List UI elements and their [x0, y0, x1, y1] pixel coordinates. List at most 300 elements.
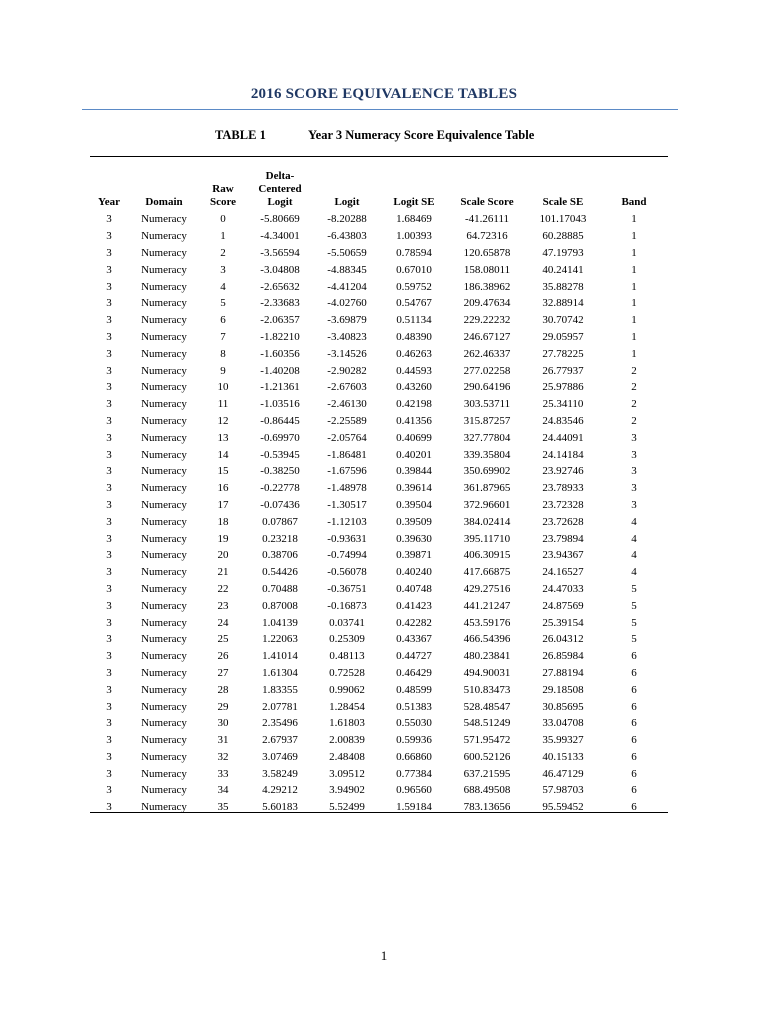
- col-logit-se-cell: 0.39871: [396, 549, 432, 562]
- col-raw-score-cell: 18: [217, 515, 229, 528]
- col-logit-cell: -0.93631: [327, 532, 367, 545]
- col-scale-se-cell: 30.70742: [542, 314, 584, 327]
- col-domain-cell: Numeracy: [141, 784, 187, 797]
- col-year-cell: 3: [106, 498, 112, 511]
- col-raw-score-cell: 14: [217, 448, 229, 461]
- col-year-cell: 3: [106, 582, 112, 595]
- col-scale-score-cell: 120.65878: [463, 246, 511, 259]
- table-row: [90, 261, 668, 278]
- col-scale-se-cell: 35.88278: [542, 280, 584, 293]
- col-scale-score-cell: 229.22232: [463, 314, 511, 327]
- col-domain-cell: Numeracy: [141, 616, 187, 629]
- col-year-cell: 3: [106, 381, 112, 394]
- col-scale-score-cell: 384.02414: [463, 515, 511, 528]
- col-domain-cell: Numeracy: [141, 549, 187, 562]
- col-domain-cell: Numeracy: [141, 465, 187, 478]
- col-logit-se-cell: 0.39614: [396, 482, 432, 495]
- col-scale-score-cell: 600.52126: [463, 750, 511, 763]
- col-delta-centered-logit-cell: 1.41014: [262, 650, 298, 663]
- col-logit-cell: -4.41204: [327, 280, 367, 293]
- table-row: [90, 631, 668, 648]
- col-band-cell: 5: [631, 616, 637, 629]
- col-raw-score-cell: 31: [217, 734, 229, 747]
- col-year-cell: 3: [106, 750, 112, 763]
- col-band-cell: 6: [631, 666, 637, 679]
- col-scale-score-cell: 783.13656: [463, 801, 511, 814]
- col-band-cell: 3: [631, 482, 637, 495]
- col-scale-se-cell: 40.15133: [542, 750, 584, 763]
- table-row: [90, 799, 668, 816]
- table-row: [90, 429, 668, 446]
- table-row: [90, 362, 668, 379]
- col-logit-cell: -1.12103: [327, 515, 367, 528]
- col-band-cell: 6: [631, 734, 637, 747]
- col-scale-score-cell: -41.26111: [464, 213, 510, 226]
- col-year-cell: 3: [106, 230, 112, 243]
- col-logit-cell: 0.99062: [329, 683, 365, 696]
- col-logit-cell: -2.67603: [327, 381, 367, 394]
- col-logit-cell: -2.05764: [327, 431, 367, 444]
- col-logit-cell: 0.48113: [329, 650, 365, 663]
- table-row: [90, 698, 668, 715]
- col-band-cell: 2: [631, 381, 637, 394]
- col-band-cell: 5: [631, 599, 637, 612]
- col-raw-score-cell: 21: [217, 566, 229, 579]
- col-scale-se-cell: 23.79894: [542, 532, 584, 545]
- col-year-cell: 3: [106, 314, 112, 327]
- col-logit-se-cell: 1.68469: [396, 213, 432, 226]
- col-delta-centered-logit-cell: 2.67937: [262, 734, 298, 747]
- col-scale-score-cell: 571.95472: [463, 734, 511, 747]
- col-scale-se-cell: 26.85984: [542, 650, 584, 663]
- table-row: [90, 513, 668, 530]
- col-scale-se-cell: 32.88914: [542, 297, 584, 310]
- col-raw-score-cell: 29: [217, 700, 229, 713]
- col-raw-score-cell: 17: [217, 498, 229, 511]
- col-logit-cell: -0.74994: [327, 549, 367, 562]
- col-domain-cell: Numeracy: [141, 599, 187, 612]
- table-row: [90, 648, 668, 665]
- table-row: [90, 665, 668, 682]
- col-band-cell: 4: [631, 549, 637, 562]
- table-row: [90, 446, 668, 463]
- col-band-cell: 4: [631, 515, 637, 528]
- table-row: [90, 715, 668, 732]
- col-delta-centered-logit-cell: 0.70488: [262, 582, 298, 595]
- col-raw-score-cell: 5: [220, 297, 226, 310]
- col-year-cell: 3: [106, 364, 112, 377]
- table-row: [90, 782, 668, 799]
- col-delta-centered-logit-cell: 0.38706: [262, 549, 298, 562]
- col-band-cell: 6: [631, 717, 637, 730]
- col-band-cell: 2: [631, 364, 637, 377]
- col-delta-centered-logit-cell: 3.07469: [262, 750, 298, 763]
- col-delta-centered-logit-cell: -0.07436: [260, 498, 300, 511]
- col-raw-score-cell: 16: [217, 482, 229, 495]
- col-scale-score-cell: 466.54396: [463, 633, 511, 646]
- col-delta-centered-logit-cell: -3.56594: [260, 246, 300, 259]
- col-domain-cell: Numeracy: [141, 582, 187, 595]
- col-delta-centered-logit-cell: 4.29212: [262, 784, 298, 797]
- col-raw-score-cell: 34: [217, 784, 229, 797]
- col-logit-cell: 0.72528: [329, 666, 365, 679]
- col-delta-centered-logit-cell: -1.40208: [260, 364, 300, 377]
- col-scale-se-cell: 101.17043: [539, 213, 587, 226]
- col-logit-se-cell: 0.51134: [396, 314, 432, 327]
- col-domain-cell: Numeracy: [141, 381, 187, 394]
- col-year-cell: 3: [106, 246, 112, 259]
- col-domain-cell: Numeracy: [141, 398, 187, 411]
- col-delta-centered-logit-cell: -1.03516: [260, 398, 300, 411]
- col-logit-se-cell: 0.54767: [396, 297, 432, 310]
- col-year-cell: 3: [106, 801, 112, 814]
- table-bottom-rule: [90, 812, 668, 813]
- table-row: [90, 765, 668, 782]
- col-raw-score-cell: 13: [217, 431, 229, 444]
- col-logit-se-cell: 0.44593: [396, 364, 432, 377]
- col-scale-se-cell: 23.92746: [542, 465, 584, 478]
- col-domain-cell: Numeracy: [141, 633, 187, 646]
- col-scale-se-cell: 23.72628: [542, 515, 584, 528]
- col-band-cell: 5: [631, 633, 637, 646]
- col-year-cell: 3: [106, 734, 112, 747]
- col-scale-score-cell: 246.67127: [463, 330, 511, 343]
- page-number: 1: [380, 948, 388, 963]
- col-domain-cell: Numeracy: [141, 263, 187, 276]
- col-domain-cell: Numeracy: [141, 750, 187, 763]
- col-scale-se-cell: 60.28885: [542, 230, 584, 243]
- col-scale-score-header: Scale Score: [460, 196, 514, 208]
- col-band-cell: 1: [631, 347, 637, 360]
- col-raw-score-cell: 20: [217, 549, 229, 562]
- col-scale-score-cell: 441.21247: [463, 599, 511, 612]
- table-row: [90, 547, 668, 564]
- table-row: [90, 681, 668, 698]
- col-year-cell: 3: [106, 465, 112, 478]
- col-scale-score-cell: 186.38962: [463, 280, 511, 293]
- col-raw-score-cell: 6: [220, 314, 226, 327]
- col-year-cell: 3: [106, 414, 112, 427]
- score-equivalence-table: [90, 170, 668, 816]
- col-year-cell: 3: [106, 549, 112, 562]
- col-domain-cell: Numeracy: [141, 650, 187, 663]
- col-scale-score-cell: 315.87257: [463, 414, 511, 427]
- col-delta-centered-logit-cell: 0.23218: [262, 532, 298, 545]
- col-scale-se-cell: 35.99327: [542, 734, 584, 747]
- col-scale-se-cell: 27.78225: [542, 347, 584, 360]
- col-domain-cell: Numeracy: [141, 700, 187, 713]
- col-raw-score-cell: 2: [220, 246, 226, 259]
- col-delta-centered-logit-cell: -0.69970: [260, 431, 300, 444]
- col-domain-cell: Numeracy: [141, 448, 187, 461]
- col-scale-se-cell: 29.05957: [542, 330, 584, 343]
- col-domain-cell: Numeracy: [141, 566, 187, 579]
- col-scale-se-cell: 40.24141: [542, 263, 584, 276]
- table-row: [90, 329, 668, 346]
- col-scale-se-cell: 23.72328: [542, 498, 584, 511]
- col-logit-cell: -3.69879: [327, 314, 367, 327]
- col-logit-cell: 3.09512: [329, 767, 365, 780]
- col-scale-score-cell: 277.02258: [463, 364, 511, 377]
- col-logit-cell: -4.88345: [327, 263, 367, 276]
- col-delta-centered-logit-cell: 2.35496: [262, 717, 298, 730]
- col-band-cell: 1: [631, 230, 637, 243]
- col-logit-se-cell: 0.78594: [396, 246, 432, 259]
- col-logit-cell: -1.67596: [327, 465, 367, 478]
- col-domain-cell: Numeracy: [141, 767, 187, 780]
- table-row: [90, 530, 668, 547]
- col-scale-score-cell: 327.77804: [463, 431, 511, 444]
- col-raw-score-cell: 12: [217, 414, 229, 427]
- col-scale-se-header: Scale SE: [542, 196, 584, 208]
- table-row: [90, 581, 668, 598]
- col-logit-se-cell: 0.42282: [396, 616, 432, 629]
- page-title: 2016 SCORE EQUIVALENCE TABLES: [250, 86, 518, 102]
- col-logit-cell: 0.03741: [329, 616, 365, 629]
- col-raw-score-cell: 4: [220, 280, 226, 293]
- col-domain-cell: Numeracy: [141, 482, 187, 495]
- col-year-cell: 3: [106, 347, 112, 360]
- col-logit-se-cell: 0.48390: [396, 330, 432, 343]
- col-band-cell: 6: [631, 784, 637, 797]
- table-row: [90, 463, 668, 480]
- col-raw-score-cell: 9: [220, 364, 226, 377]
- col-year-cell: 3: [106, 650, 112, 663]
- col-delta-centered-logit-cell: -5.80669: [260, 213, 300, 226]
- col-logit-cell: -3.14526: [327, 347, 367, 360]
- col-logit-se-cell: 0.40240: [396, 566, 432, 579]
- col-logit-cell: -6.43803: [327, 230, 367, 243]
- col-raw-score-cell: 27: [217, 666, 229, 679]
- col-raw-score-cell: 1: [220, 230, 226, 243]
- col-logit-se-cell: 0.67010: [396, 263, 432, 276]
- col-delta-centered-logit-cell: -2.65632: [260, 280, 300, 293]
- col-year-cell: 3: [106, 398, 112, 411]
- table-top-rule: [90, 156, 668, 157]
- col-logit-se-cell: 0.59752: [396, 280, 432, 293]
- col-logit-cell: -1.86481: [327, 448, 367, 461]
- col-raw-score-cell: 30: [217, 717, 229, 730]
- col-raw-score-cell: 23: [217, 599, 229, 612]
- table-row: [90, 278, 668, 295]
- col-delta-centered-logit-cell: 3.58249: [262, 767, 298, 780]
- col-scale-se-cell: 29.18508: [542, 683, 584, 696]
- table-row: [90, 413, 668, 430]
- col-year-cell: 3: [106, 784, 112, 797]
- col-logit-se-cell: 0.55030: [396, 717, 432, 730]
- col-logit-se-cell: 1.59184: [396, 801, 432, 814]
- col-year-header: Year: [98, 196, 120, 208]
- col-scale-score-cell: 528.48547: [463, 700, 511, 713]
- col-logit-cell: 1.61803: [329, 717, 365, 730]
- col-scale-se-cell: 24.87569: [542, 599, 584, 612]
- col-raw-score-cell: 32: [217, 750, 229, 763]
- col-delta-centered-logit-cell: 0.54426: [262, 566, 298, 579]
- col-band-cell: 2: [631, 398, 637, 411]
- col-band-cell: 4: [631, 532, 637, 545]
- col-delta-centered-logit-cell: 0.87008: [262, 599, 298, 612]
- col-year-cell: 3: [106, 566, 112, 579]
- table-row: [90, 245, 668, 262]
- col-domain-cell: Numeracy: [141, 297, 187, 310]
- table-row: [90, 732, 668, 749]
- col-scale-score-cell: 158.08011: [463, 263, 511, 276]
- col-scale-se-cell: 30.85695: [542, 700, 584, 713]
- col-raw-score-cell: 25: [217, 633, 229, 646]
- col-year-cell: 3: [106, 330, 112, 343]
- col-scale-score-cell: 480.23841: [463, 650, 511, 663]
- col-logit-cell: 2.48408: [329, 750, 365, 763]
- col-scale-se-cell: 23.78933: [542, 482, 584, 495]
- col-logit-se-cell: 0.96560: [396, 784, 432, 797]
- col-delta-centered-logit-cell: 1.04139: [262, 616, 298, 629]
- col-logit-se-cell: 0.39630: [396, 532, 432, 545]
- col-domain-cell: Numeracy: [141, 498, 187, 511]
- col-band-cell: 1: [631, 246, 637, 259]
- col-band-cell: 1: [631, 297, 637, 310]
- col-delta-centered-logit-cell: -0.86445: [260, 414, 300, 427]
- col-year-cell: 3: [106, 431, 112, 444]
- col-scale-se-cell: 25.34110: [542, 398, 584, 411]
- col-delta-centered-logit-cell: -1.82210: [260, 330, 300, 343]
- col-delta-centered-logit-cell: -0.53945: [260, 448, 300, 461]
- col-delta-centered-logit-cell: 0.07867: [262, 515, 298, 528]
- table-row: [90, 228, 668, 245]
- col-delta-centered-logit-cell: 1.61304: [262, 666, 298, 679]
- col-band-cell: 1: [631, 280, 637, 293]
- col-band-cell: 1: [631, 263, 637, 276]
- col-domain-cell: Numeracy: [141, 734, 187, 747]
- table-row: [90, 749, 668, 766]
- col-scale-se-cell: 33.04708: [542, 717, 584, 730]
- col-logit-cell: -8.20288: [327, 213, 367, 226]
- col-logit-se-cell: 0.59936: [396, 734, 432, 747]
- col-scale-se-cell: 24.16527: [542, 566, 584, 579]
- col-delta-centered-logit-header: Delta- Centered Logit: [258, 170, 302, 208]
- col-logit-se-cell: 0.40201: [396, 448, 432, 461]
- col-raw-score-cell: 19: [217, 532, 229, 545]
- col-logit-se-cell: 0.44727: [396, 650, 432, 663]
- col-logit-cell: -0.36751: [327, 582, 367, 595]
- col-domain-cell: Numeracy: [141, 414, 187, 427]
- col-scale-se-cell: 25.97886: [542, 381, 584, 394]
- col-logit-se-cell: 0.46263: [396, 347, 432, 360]
- col-year-cell: 3: [106, 717, 112, 730]
- table-number: TABLE 1: [215, 128, 266, 142]
- col-logit-cell: -0.16873: [327, 599, 367, 612]
- col-scale-se-cell: 46.47129: [542, 767, 584, 780]
- col-domain-cell: Numeracy: [141, 666, 187, 679]
- col-band-cell: 6: [631, 683, 637, 696]
- col-logit-se-cell: 0.77384: [396, 767, 432, 780]
- col-scale-score-cell: 637.21595: [463, 767, 511, 780]
- col-year-cell: 3: [106, 767, 112, 780]
- col-scale-se-cell: 27.88194: [542, 666, 584, 679]
- table-row: [90, 497, 668, 514]
- col-band-cell: 3: [631, 448, 637, 461]
- table-row: [90, 564, 668, 581]
- table-row: [90, 211, 668, 228]
- col-scale-score-cell: 395.11710: [463, 532, 511, 545]
- col-year-cell: 3: [106, 599, 112, 612]
- title-underline: [82, 109, 678, 110]
- table-row: [90, 480, 668, 497]
- col-logit-se-cell: 0.40748: [396, 582, 432, 595]
- col-raw-score-cell: 7: [220, 330, 226, 343]
- col-scale-se-cell: 25.39154: [542, 616, 584, 629]
- col-logit-se-cell: 0.51383: [396, 700, 432, 713]
- col-delta-centered-logit-cell: -2.33683: [260, 297, 300, 310]
- col-domain-cell: Numeracy: [141, 230, 187, 243]
- col-domain-header: Domain: [145, 196, 183, 208]
- col-band-cell: 3: [631, 431, 637, 444]
- col-raw-score-cell: 10: [217, 381, 229, 394]
- col-scale-score-cell: 361.87965: [463, 482, 511, 495]
- col-year-cell: 3: [106, 666, 112, 679]
- col-scale-se-cell: 47.19793: [542, 246, 584, 259]
- col-band-cell: 1: [631, 213, 637, 226]
- col-scale-se-cell: 26.77937: [542, 364, 584, 377]
- table-row: [90, 312, 668, 329]
- col-band-cell: 1: [631, 314, 637, 327]
- col-logit-cell: -2.46130: [327, 398, 367, 411]
- col-scale-score-cell: 303.53711: [463, 398, 511, 411]
- col-year-cell: 3: [106, 297, 112, 310]
- col-scale-se-cell: 24.44091: [542, 431, 584, 444]
- col-logit-se-cell: 0.39509: [396, 515, 432, 528]
- col-logit-cell: 0.25309: [329, 633, 365, 646]
- col-year-cell: 3: [106, 633, 112, 646]
- col-year-cell: 3: [106, 515, 112, 528]
- col-scale-score-cell: 406.30915: [463, 549, 511, 562]
- col-domain-cell: Numeracy: [141, 347, 187, 360]
- col-scale-score-cell: 494.90031: [463, 666, 511, 679]
- col-band-cell: 6: [631, 750, 637, 763]
- col-domain-cell: Numeracy: [141, 515, 187, 528]
- col-logit-se-cell: 0.66860: [396, 750, 432, 763]
- col-scale-score-cell: 429.27516: [463, 582, 511, 595]
- col-delta-centered-logit-cell: -1.60356: [260, 347, 300, 360]
- col-raw-score-cell: 24: [217, 616, 229, 629]
- col-scale-score-cell: 64.72316: [466, 230, 508, 243]
- col-year-cell: 3: [106, 263, 112, 276]
- col-delta-centered-logit-cell: 2.07781: [262, 700, 298, 713]
- col-scale-se-cell: 26.04312: [542, 633, 584, 646]
- col-raw-score-cell: 35: [217, 801, 229, 814]
- col-logit-se-cell: 1.00393: [396, 230, 432, 243]
- col-logit-cell: -5.50659: [327, 246, 367, 259]
- col-logit-cell: -3.40823: [327, 330, 367, 343]
- table-row: [90, 345, 668, 362]
- col-logit-cell: 5.52499: [329, 801, 365, 814]
- col-logit-cell: -0.56078: [327, 566, 367, 579]
- col-scale-se-cell: 24.83546: [542, 414, 584, 427]
- col-scale-score-cell: 548.51249: [463, 717, 511, 730]
- col-scale-score-cell: 510.83473: [463, 683, 511, 696]
- col-band-cell: 3: [631, 465, 637, 478]
- col-logit-se-cell: 0.39504: [396, 498, 432, 511]
- col-logit-se-cell: 0.40699: [396, 431, 432, 444]
- col-scale-score-cell: 372.96601: [463, 498, 511, 511]
- col-raw-score-cell: 8: [220, 347, 226, 360]
- col-band-cell: 3: [631, 498, 637, 511]
- col-delta-centered-logit-cell: 1.83355: [262, 683, 298, 696]
- col-logit-cell: 1.28454: [329, 700, 365, 713]
- col-scale-score-cell: 350.69902: [463, 465, 511, 478]
- col-delta-centered-logit-cell: -0.38250: [260, 465, 300, 478]
- col-domain-cell: Numeracy: [141, 213, 187, 226]
- col-domain-cell: Numeracy: [141, 683, 187, 696]
